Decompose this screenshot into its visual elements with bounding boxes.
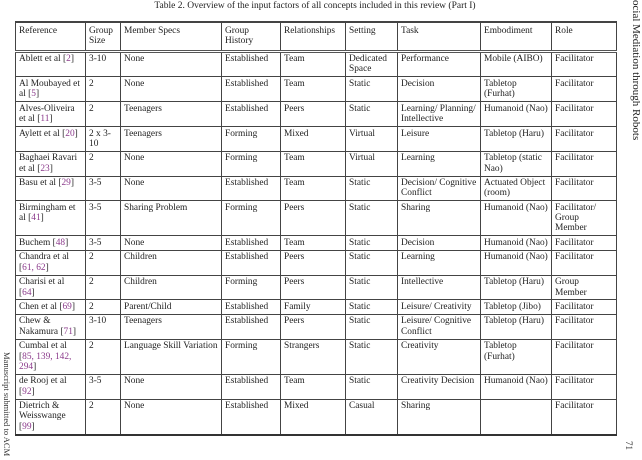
cell-embodiment: Tabletop (Haru) (481, 314, 552, 339)
cell-relationships: Team (281, 77, 346, 102)
cell-group-history: Established (222, 250, 281, 275)
table-row (16, 77, 617, 102)
cell-member-specs: Parent/Child (121, 300, 222, 314)
cell-relationships: Strangers (281, 339, 346, 374)
header-reference: Reference (16, 22, 86, 51)
cell-reference: Alves-Oliveira et al [11] (16, 102, 86, 127)
cell-setting: Static (346, 77, 398, 102)
table-row (16, 151, 617, 176)
cell-task: Decision (398, 77, 481, 102)
cell-group-history: Established (222, 300, 281, 314)
cell-member-specs: Teenagers (121, 102, 222, 127)
cell-group-size: 2 (86, 399, 121, 435)
cell-member-specs: None (121, 399, 222, 435)
cell-relationships: Peers (281, 314, 346, 339)
cell-group-size: 2 (86, 275, 121, 300)
cell-embodiment: Humanoid (Nao) (481, 102, 552, 127)
cell-relationships: Peers (281, 201, 346, 236)
reference-name: Birmingham et al (19, 202, 76, 224)
cell-member-specs: None (121, 151, 222, 176)
table-row (16, 236, 617, 250)
cell-reference: Buchem [48] (16, 236, 86, 250)
cell-member-specs: None (121, 176, 222, 201)
cell-relationships: Peers (281, 275, 346, 300)
page-number: 71 (624, 441, 634, 450)
cell-task: Creativity Decision (398, 374, 481, 399)
cell-relationships: Team (281, 151, 346, 176)
cell-role: Facilitator/ Group Member (552, 201, 617, 236)
citation-link[interactable]: 61, 62 (22, 262, 46, 273)
cell-relationships: Team (281, 176, 346, 201)
reference-name: Al Moubayed et al (19, 78, 80, 100)
table-row (16, 399, 617, 435)
cell-embodiment: Tabletop (Haru) (481, 275, 552, 300)
cell-member-specs: Language Skill Variation (121, 339, 222, 374)
reference-name: Charisi et al (19, 277, 65, 288)
cell-embodiment: Tabletop (Furhat) (481, 77, 552, 102)
cell-member-specs: Children (121, 275, 222, 300)
cell-member-specs: None (121, 236, 222, 250)
cell-reference: Birmingham et al [41] (16, 201, 86, 236)
input-factors-table (15, 21, 617, 436)
cell-task: Intellective (398, 275, 481, 300)
citation-link[interactable]: 92 (22, 386, 32, 397)
reference-name: de Rooj et al (19, 376, 67, 387)
cell-embodiment: Tabletop (Jibo) (481, 300, 552, 314)
cell-group-history: Forming (222, 275, 281, 300)
cell-embodiment: Humanoid (Nao) (481, 201, 552, 236)
citation-link[interactable]: 41 (31, 213, 41, 224)
cell-task: Decision (398, 236, 481, 250)
table-row (16, 339, 617, 374)
cell-role: Facilitator (552, 399, 617, 435)
citation-link[interactable]: 20 (65, 128, 75, 139)
cell-setting: Static (346, 176, 398, 201)
cell-group-size: 3-5 (86, 201, 121, 236)
citation-link[interactable]: 48 (55, 237, 66, 248)
cell-task: Leisure (398, 126, 481, 151)
cell-setting: Dedicated Space (346, 51, 398, 77)
cell-embodiment: Humanoid (Nao) (481, 374, 552, 399)
citation-link[interactable]: 23 (40, 163, 50, 174)
cell-role: Facilitator (552, 51, 617, 77)
cell-group-history: Forming (222, 339, 281, 374)
cell-task: Sharing (398, 399, 481, 435)
citation-link[interactable]: 71 (63, 326, 73, 337)
cell-task: Learning (398, 250, 481, 275)
table-row (16, 51, 617, 77)
citation-link[interactable]: 64 (22, 287, 32, 298)
header-member-specs: Member Specs (121, 22, 222, 51)
cell-group-history: Forming (222, 151, 281, 176)
table-row (16, 374, 617, 399)
citation-link[interactable]: 11 (40, 114, 50, 125)
citation-link[interactable]: 99 (22, 421, 32, 432)
cell-group-size: 2 (86, 102, 121, 127)
cell-task: Leisure/ Creativity (398, 300, 481, 314)
cell-group-size: 3-5 (86, 374, 121, 399)
cell-task: Creativity (398, 339, 481, 374)
reference-name: Cumbal et al (19, 341, 67, 352)
cell-task: Performance (398, 51, 481, 77)
cell-role: Facilitator (552, 339, 617, 374)
cell-group-history: Established (222, 399, 281, 435)
cell-reference: Chew & Nakamura [71] (16, 314, 86, 339)
cell-role: Facilitator (552, 250, 617, 275)
cell-group-size: 3-5 (86, 176, 121, 201)
cell-group-history: Forming (222, 126, 281, 151)
reference-name: Dietrich & Weisswange (19, 401, 66, 422)
cell-reference: Cumbal et al [85, 139, 142, 294] (16, 339, 86, 374)
cell-reference: Al Moubayed et al [5] (16, 77, 86, 102)
citation-link[interactable]: 2 (66, 54, 71, 65)
cell-relationships: Team (281, 51, 346, 77)
cell-reference: Aylett et al [20] (16, 126, 86, 151)
cell-group-size: 2 (86, 339, 121, 374)
header-group-size: Group Size (86, 22, 121, 51)
table-body (16, 51, 617, 435)
cell-member-specs: None (121, 51, 222, 77)
citation-link[interactable]: 29 (61, 178, 71, 189)
citation-link[interactable]: 85, 139, 142, 294 (19, 351, 72, 372)
cell-relationships: Family (281, 300, 346, 314)
header-group-history: Group History (222, 22, 281, 51)
cell-group-history: Established (222, 176, 281, 201)
cell-setting: Static (346, 374, 398, 399)
manuscript-footer: Manuscript submitted to ACM (2, 351, 12, 456)
cell-setting: Static (346, 275, 398, 300)
cell-embodiment: Tabletop (Furhat) (481, 339, 552, 374)
cell-group-history: Forming (222, 201, 281, 236)
cell-task: Learning/ Planning/ Intellective (398, 102, 481, 127)
reference-name: Alves-Oliveira et al (19, 103, 75, 125)
cell-setting: Static (346, 300, 398, 314)
cell-reference: Baghaei Ravari et al [23] (16, 151, 86, 176)
header-role: Role (552, 22, 617, 51)
cell-setting: Static (346, 102, 398, 127)
citation-link[interactable]: 5 (31, 89, 36, 100)
cell-relationships: Peers (281, 102, 346, 127)
table-row (16, 201, 617, 236)
running-title: ocial Mediation through Robots (630, 0, 642, 141)
table-header-row (16, 22, 617, 51)
cell-setting: Static (346, 236, 398, 250)
cell-task: Decision/ Cognitive Conflict (398, 176, 481, 201)
header-setting: Setting (346, 22, 398, 51)
cell-role: Facilitator (552, 236, 617, 250)
header-task: Task (398, 22, 481, 51)
cell-task: Learning (398, 151, 481, 176)
cell-group-history: Established (222, 314, 281, 339)
cell-embodiment: Actuated Object (room) (481, 176, 552, 201)
cell-member-specs: Teenagers (121, 126, 222, 151)
table-row (16, 176, 617, 201)
cell-group-size: 2 (86, 151, 121, 176)
cell-member-specs: None (121, 374, 222, 399)
cell-group-size: 2 (86, 250, 121, 275)
cell-embodiment (481, 399, 552, 435)
cell-member-specs: Children (121, 250, 222, 275)
cell-setting: Virtual (346, 126, 398, 151)
reference-name: Buchem (19, 237, 51, 248)
cell-reference: Dietrich & Weisswange [99] (16, 399, 86, 435)
table-row (16, 126, 617, 151)
cell-role: Facilitator (552, 151, 617, 176)
cell-reference: Chandra et al [61, 62] (16, 250, 86, 275)
cell-reference: Chen et al [69] (16, 300, 86, 314)
cell-group-size: 2 x 3-10 (86, 126, 121, 151)
cell-setting: Static (346, 250, 398, 275)
cell-group-history: Established (222, 102, 281, 127)
cell-role: Facilitator (552, 176, 617, 201)
cell-group-size: 2 (86, 77, 121, 102)
cell-relationships: Mixed (281, 126, 346, 151)
cell-member-specs: None (121, 77, 222, 102)
cell-embodiment: Humanoid (Nao) (481, 236, 552, 250)
cell-setting: Static (346, 314, 398, 339)
citation-link[interactable]: 69 (62, 302, 72, 312)
reference-name: Chandra et al (19, 252, 69, 263)
cell-group-size: 3-5 (86, 236, 121, 250)
reference-name: Baghaei Ravari et al (19, 153, 78, 174)
cell-reference: Ablett et al [2] (16, 51, 86, 77)
cell-role: Facilitator (552, 102, 617, 127)
cell-embodiment: Mobile (AIBO) (481, 51, 552, 77)
cell-role: Group Member (552, 275, 617, 300)
table-row (16, 275, 617, 300)
table-row (16, 250, 617, 275)
cell-relationships: Peers (281, 250, 346, 275)
table-row (16, 314, 617, 339)
cell-embodiment: Tabletop (static Nao) (481, 151, 552, 176)
cell-relationships: Mixed (281, 399, 346, 435)
cell-group-history: Established (222, 374, 281, 399)
cell-role: Facilitator (552, 77, 617, 102)
cell-embodiment: Tabletop (Haru) (481, 126, 552, 151)
cell-relationships: Team (281, 374, 346, 399)
cell-reference: de Rooj et al [92] (16, 374, 86, 399)
cell-group-history: Established (222, 77, 281, 102)
reference-name: Ablett et al (19, 54, 61, 65)
cell-role: Facilitator (552, 126, 617, 151)
cell-setting: Static (346, 339, 398, 374)
reference-name: Aylett et al (19, 128, 60, 139)
cell-setting: Virtual (346, 151, 398, 176)
cell-embodiment: Humanoid (Nao) (481, 250, 552, 275)
cell-role: Facilitator (552, 314, 617, 339)
table-row (16, 300, 617, 314)
cell-setting: Casual (346, 399, 398, 435)
cell-group-size: 3-10 (86, 51, 121, 77)
cell-role: Facilitator (552, 374, 617, 399)
cell-group-size: 2 (86, 300, 121, 314)
reference-name: Chew & Nakamura (19, 316, 59, 337)
reference-name: Basu et al (19, 178, 56, 189)
cell-member-specs: Teenagers (121, 314, 222, 339)
cell-group-history: Established (222, 236, 281, 250)
reference-name: Chen et al (19, 302, 58, 312)
cell-reference: Basu et al [29] (16, 176, 86, 201)
table-caption: Table 2. Overview of the input factors of all concepts included in this review (Part I) (154, 1, 476, 11)
cell-group-size: 3-10 (86, 314, 121, 339)
cell-member-specs: Sharing Problem (121, 201, 222, 236)
header-relationships: Relationships (281, 22, 346, 51)
cell-role: Facilitator (552, 300, 617, 314)
cell-reference: Charisi et al [64] (16, 275, 86, 300)
cell-setting: Static (346, 201, 398, 236)
cell-task: Sharing (398, 201, 481, 236)
table-row (16, 102, 617, 127)
cell-group-history: Established (222, 51, 281, 77)
cell-task: Leisure/ Cognitive Conflict (398, 314, 481, 339)
cell-relationships: Team (281, 236, 346, 250)
header-embodiment: Embodiment (481, 22, 552, 51)
